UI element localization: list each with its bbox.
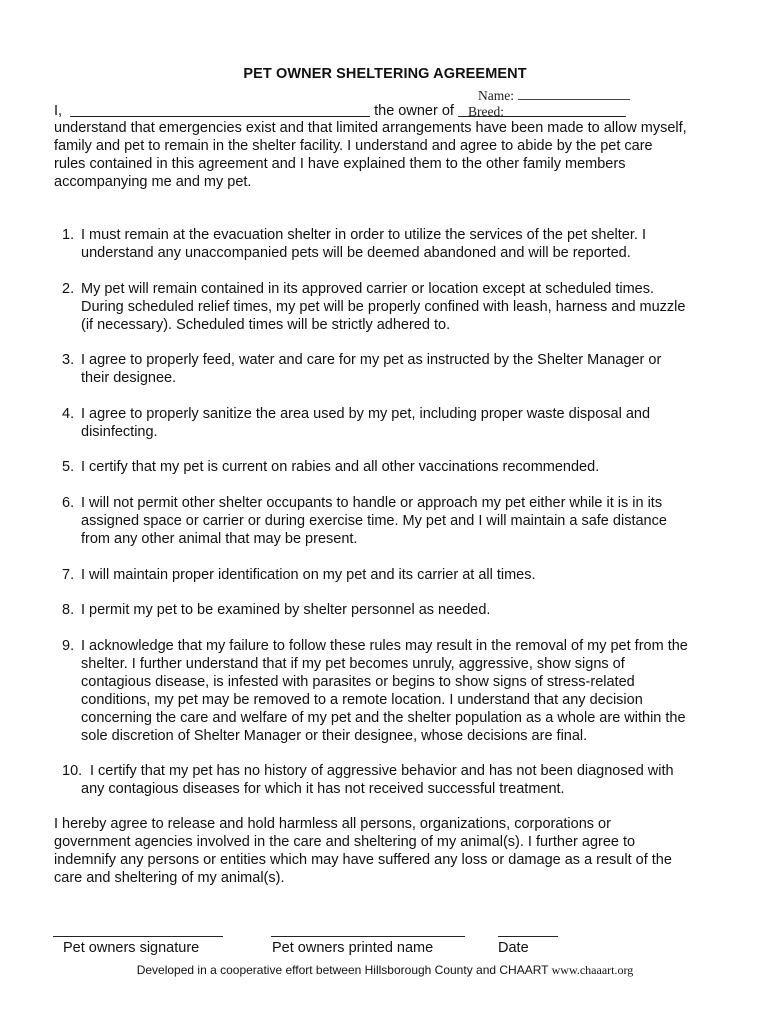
footer-url[interactable]: www.chaaart.org	[551, 963, 634, 977]
rule-number: 10.	[62, 763, 83, 780]
date-label: Date	[498, 940, 529, 956]
intro-paragraph	[54, 119, 734, 191]
rule-number: 2.	[62, 280, 75, 297]
rule-line: During scheduled relief times, my pet will be properly confined with leash, harness and muzzle	[81, 298, 686, 315]
rule-number: 7.	[62, 566, 75, 583]
rule-item	[54, 637, 734, 745]
document-title: PET OWNER SHELTERING AGREEMENT	[243, 66, 527, 82]
signature-line[interactable]	[53, 936, 223, 937]
rule-line: conditions, my pet may be removed to a remote location. I understand that any decision	[81, 691, 643, 708]
intro-prefix: I,	[54, 103, 63, 119]
intro-line: rules contained in this agreement and I have explained them to the other family members	[54, 156, 626, 172]
rule-line: I certify that my pet has no history of aggressive behavior and has not been diagnosed with	[90, 763, 674, 780]
rule-item	[54, 601, 734, 619]
rule-line: assigned space or carrier or during exercise time. My pet and I will maintain a safe distance	[81, 512, 667, 529]
signature-label: Pet owners signature	[63, 940, 200, 956]
intro-line: accompanying me and my pet.	[54, 174, 252, 190]
rule-line: I will not permit other shelter occupants to handle or approach my pet either while it is in its	[81, 494, 663, 511]
rule-number: 5.	[62, 459, 75, 476]
rule-item	[54, 494, 734, 548]
intro-owner-of: the owner of	[374, 103, 454, 119]
printed-name-label: Pet owners printed name	[272, 940, 434, 956]
rule-line: disinfecting.	[81, 423, 158, 440]
rule-line: My pet will remain contained in its approved carrier or location except at scheduled times.	[81, 280, 655, 297]
rule-item	[54, 226, 734, 262]
rule-line: I will maintain proper identification on my pet and its carrier at all times.	[81, 566, 536, 583]
footer	[0, 963, 770, 978]
rule-line: I permit my pet to be examined by shelter personnel as needed.	[81, 602, 491, 619]
footer-text: Developed in a cooperative effort between Hillsborough County and CHAART	[136, 963, 549, 977]
rule-line: their designee.	[81, 370, 177, 387]
intro-line: understand that emergencies exist and that limited arrangements have been made to allow myself,	[54, 120, 687, 136]
rule-number: 9.	[62, 637, 75, 654]
release-line: I hereby agree to release and hold harmless all persons, organizations, corporations or	[54, 816, 611, 832]
rule-item	[54, 762, 734, 798]
release-line: care and sheltering of my animal(s).	[54, 870, 285, 886]
rule-line: from any other animal that may be present.	[81, 530, 358, 547]
rule-line: I acknowledge that my failure to follow these rules may result in the removal of my pet from the	[81, 637, 688, 654]
intro-first-line	[54, 102, 626, 119]
owner-name-blank[interactable]	[70, 102, 370, 117]
rule-item	[54, 405, 734, 441]
date-line[interactable]	[498, 936, 558, 937]
rule-line: I agree to properly sanitize the area used by my pet, including proper waste disposal and	[81, 405, 651, 422]
rule-line: I agree to properly feed, water and care for my pet as instructed by the Shelter Manager or	[81, 352, 662, 369]
pet-name-blank[interactable]	[518, 89, 630, 100]
rule-number: 4.	[62, 405, 75, 422]
rule-number: 6.	[62, 494, 75, 511]
release-line: indemnify any persons or entities which may have suffered any loss or damage as a result of the	[54, 852, 672, 868]
printed-name-line[interactable]	[271, 936, 465, 937]
rule-line: understand any unaccompanied pets will be deemed abandoned and will be reported.	[81, 245, 631, 261]
rule-number: 8.	[62, 602, 75, 619]
pet-breed-blank[interactable]	[458, 102, 626, 117]
intro-line: family and pet to remain in the shelter facility. I understand and agree to abide by the pet care	[54, 138, 653, 154]
rule-item	[54, 280, 734, 334]
rule-item	[54, 458, 734, 476]
release-paragraph	[54, 815, 734, 887]
rule-line: (if necessary). Scheduled times will be strictly adhered to.	[81, 316, 451, 333]
rule-line: shelter. I further understand that if my pet becomes unruly, aggressive, show signs of	[81, 655, 625, 672]
pet-name-label: Name:	[478, 88, 514, 103]
rule-item	[54, 351, 734, 387]
release-line: government agencies involved in the care and sheltering of my animal(s). I further agree to	[54, 834, 636, 850]
rule-number: 3.	[62, 352, 75, 369]
rule-line: I certify that my pet is current on rabies and all other vaccinations recommended.	[81, 459, 600, 476]
rule-item	[54, 566, 734, 584]
rule-line: I must remain at the evacuation shelter in order to utilize the services of the pet shelter. I	[81, 227, 646, 243]
rule-line: sole discretion of Shelter Manager or their designee, whose decisions are final.	[81, 727, 588, 744]
rule-line: contagious disease, is infested with parasites or begins to show signs of stress-related	[81, 673, 635, 690]
pet-breed-label: Breed:	[467, 104, 504, 119]
rule-line: concerning the care and welfare of my pet and the shelter population as a whole are within the	[81, 709, 686, 726]
rules-list	[54, 226, 734, 816]
rule-line: any contagious diseases for which it has not received successful treatment.	[81, 781, 565, 798]
rule-number: 1.	[62, 227, 75, 243]
